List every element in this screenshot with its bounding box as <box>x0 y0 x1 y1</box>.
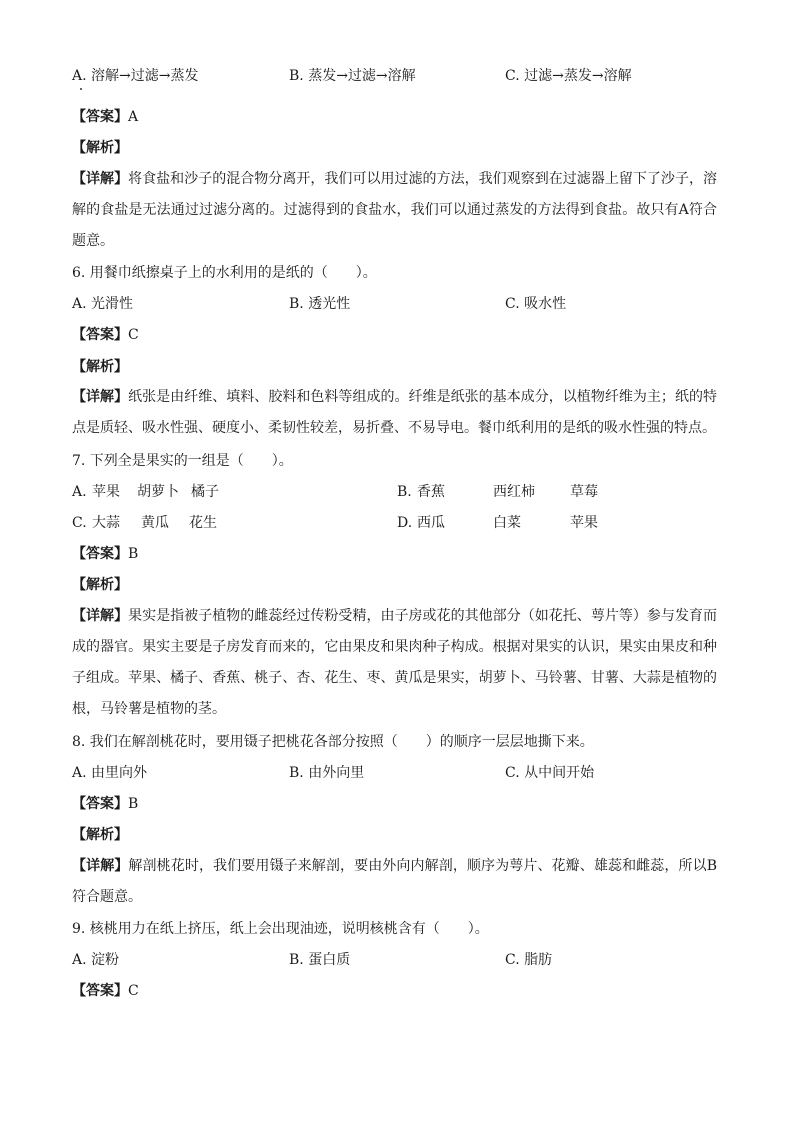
detail-tag: 【详解】 <box>72 171 129 187</box>
q9-option-c: C. 脂肪 <box>505 952 553 968</box>
analysis-tag: 【解析】 <box>72 359 128 375</box>
q7-answer <box>72 544 138 564</box>
analysis-tag: 【解析】 <box>72 140 128 156</box>
q5-option-b: B. 蒸发→过滤→溶解 <box>289 68 416 84</box>
q7-option-a-label: A. <box>72 484 87 500</box>
answer-value: A <box>128 109 139 125</box>
stray-dot <box>80 88 82 90</box>
q8-answer <box>72 794 138 814</box>
q6-analysis <box>72 357 128 377</box>
q6-option-b: B. 透光性 <box>289 296 351 312</box>
detail-text: 纸张是由纤维、填料、胶料和色料等组成的。纤维是纸张的基本成分，以植物纤维为主；纸的特点是质轻、吸水性强、硬度小、柔韧性较差，易折叠、不易导电。餐巾纸利用的是纸的吸水性强的特点。 <box>72 389 718 436</box>
q7-option-d-item-1: 西瓜 <box>417 515 445 531</box>
q5-option-c: C. 过滤→蒸发→溶解 <box>505 68 632 84</box>
q9-option-a: A. 淀粉 <box>72 952 120 968</box>
q9-question: 9. 核桃用力在纸上挤压，纸上会出现油迹，说明核桃含有（ ）。 <box>72 921 489 937</box>
q6-option-a: A. 光滑性 <box>72 296 134 312</box>
q9-option-b: B. 蛋白质 <box>289 952 351 968</box>
q5-detail <box>72 164 717 257</box>
q6-question: 6. 用餐巾纸擦桌子上的水利用的是纸的（ ）。 <box>72 265 377 281</box>
q7-option-c-item-3: 花生 <box>189 515 217 531</box>
q5-answer <box>72 107 138 127</box>
q7-option-b-item-3: 草莓 <box>570 484 598 500</box>
q6-option-c: C. 吸水性 <box>505 296 567 312</box>
q7-option-a-item-1: 苹果 <box>92 484 120 500</box>
analysis-tag: 【解析】 <box>72 827 128 843</box>
answer-value: C <box>128 983 139 999</box>
analysis-tag: 【解析】 <box>72 577 128 593</box>
q7-option-d-item-3: 苹果 <box>570 515 598 531</box>
q7-option-a-item-2: 胡萝卜 <box>137 484 179 500</box>
detail-tag: 【详解】 <box>72 608 129 624</box>
detail-text: 将食盐和沙子的混合物分离开，我们可以用过滤的方法，我们观察到在过滤器上留下了沙子，溶解的食盐是无法通过过滤分离的。过滤得到的食盐水，我们可以通过蒸发的方法得到食盐。故只有A符合题意。 <box>72 171 718 249</box>
answer-tag: 【答案】 <box>72 109 128 125</box>
q7-option-b-item-2: 西红柿 <box>493 484 535 500</box>
q7-question: 7. 下列全是果实的一组是（ ）。 <box>72 453 293 469</box>
q8-question: 8. 我们在解剖桃花时，要用镊子把桃花各部分按照（ ）的顺序一层层地撕下来。 <box>72 734 594 750</box>
q8-detail <box>72 851 717 913</box>
detail-tag: 【详解】 <box>72 858 129 874</box>
detail-text: 解剖桃花时，我们要用镊子来解剖，要由外向内解剖，顺序为萼片、花瓣、雄蕊和雌蕊，所以B符合题意。 <box>72 858 717 905</box>
q7-option-a-item-3: 橘子 <box>191 484 219 500</box>
q8-option-c: C. 从中间开始 <box>505 765 595 781</box>
q5-analysis <box>72 138 128 158</box>
answer-tag: 【答案】 <box>72 327 128 343</box>
detail-text: 果实是指被子植物的雌蕊经过传粉受精，由子房或花的其他部分（如花托、萼片等）参与发育而成的器官。果实主要是子房发育而来的，它由果皮和果肉种子构成。根据对果实的认识，果实由果皮和种子组成。苹果、橘子、香蕉、桃子、杏、花生、枣、黄瓜是果实，胡萝卜、马铃薯、甘薯、大蒜是植物的根，马铃薯是植物的茎。 <box>72 608 718 717</box>
answer-tag: 【答案】 <box>72 546 128 562</box>
q6-answer <box>72 325 139 345</box>
answer-tag: 【答案】 <box>72 983 128 999</box>
q8-analysis <box>72 825 128 845</box>
q9-answer <box>72 981 139 1001</box>
q7-option-c-item-2: 黄瓜 <box>141 515 169 531</box>
q6-detail <box>72 382 717 444</box>
q7-option-d-label: D. <box>397 515 413 531</box>
q7-detail <box>72 601 717 725</box>
detail-tag: 【详解】 <box>72 389 129 405</box>
q7-option-b-item-1: 香蕉 <box>417 484 445 500</box>
answer-value: B <box>128 796 139 812</box>
answer-value: B <box>128 546 139 562</box>
q8-option-b: B. 由外向里 <box>289 765 365 781</box>
q8-option-a: A. 由里向外 <box>72 765 148 781</box>
answer-tag: 【答案】 <box>72 796 128 812</box>
q7-analysis <box>72 575 128 595</box>
q7-option-c-label: C. <box>72 515 87 531</box>
answer-value: C <box>128 327 139 343</box>
q5-option-a: A. 溶解→过滤→蒸发 <box>72 68 199 84</box>
q7-option-c-item-1: 大蒜 <box>92 515 120 531</box>
q7-option-b-label: B. <box>397 484 412 500</box>
q7-option-d-item-2: 白菜 <box>493 515 521 531</box>
